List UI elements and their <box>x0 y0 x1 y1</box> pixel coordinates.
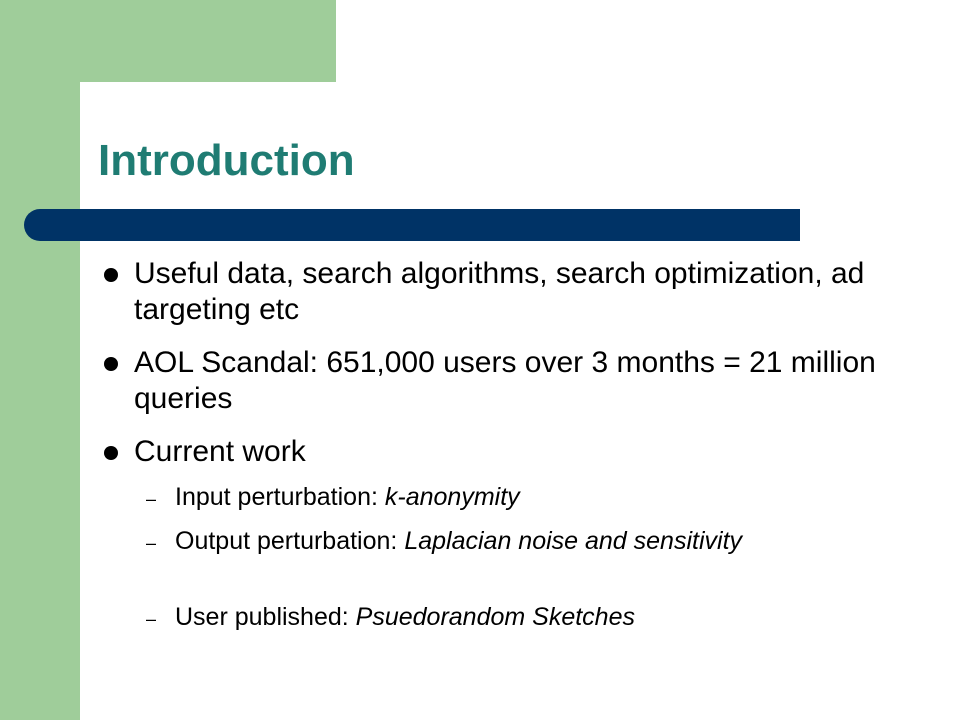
sub-item-user-published <box>175 602 815 632</box>
bullet-item-current-work: Current work <box>134 435 306 468</box>
sub-item-emphasis: Psuedorandom Sketches <box>355 603 635 631</box>
sub-item-label: Input perturbation: <box>175 483 385 511</box>
sub-item-emphasis: Laplacian noise and sensitivity <box>404 527 743 555</box>
sub-item-label: Output perturbation: <box>175 527 405 555</box>
sub-item-input-perturbation <box>175 482 815 512</box>
en-dash-icon: – <box>146 533 157 553</box>
bullet-icon <box>104 268 118 282</box>
bullet-item-aol-scandal: AOL Scandal: 651,000 users over 3 months = 21 million queries <box>134 346 876 415</box>
bullet-icon <box>104 357 118 371</box>
bullet-item-useful-data: Useful data, search algorithms, search optimization, ad targeting etc <box>134 257 865 326</box>
sub-item-emphasis: k-anonymity <box>384 483 520 511</box>
bullet-icon <box>104 446 118 460</box>
sub-item-label: User published: <box>175 603 356 631</box>
en-dash-icon: – <box>146 489 157 509</box>
sub-item-output-perturbation <box>175 526 815 556</box>
slide-title: Introduction <box>98 136 355 185</box>
en-dash-icon: – <box>146 609 157 629</box>
